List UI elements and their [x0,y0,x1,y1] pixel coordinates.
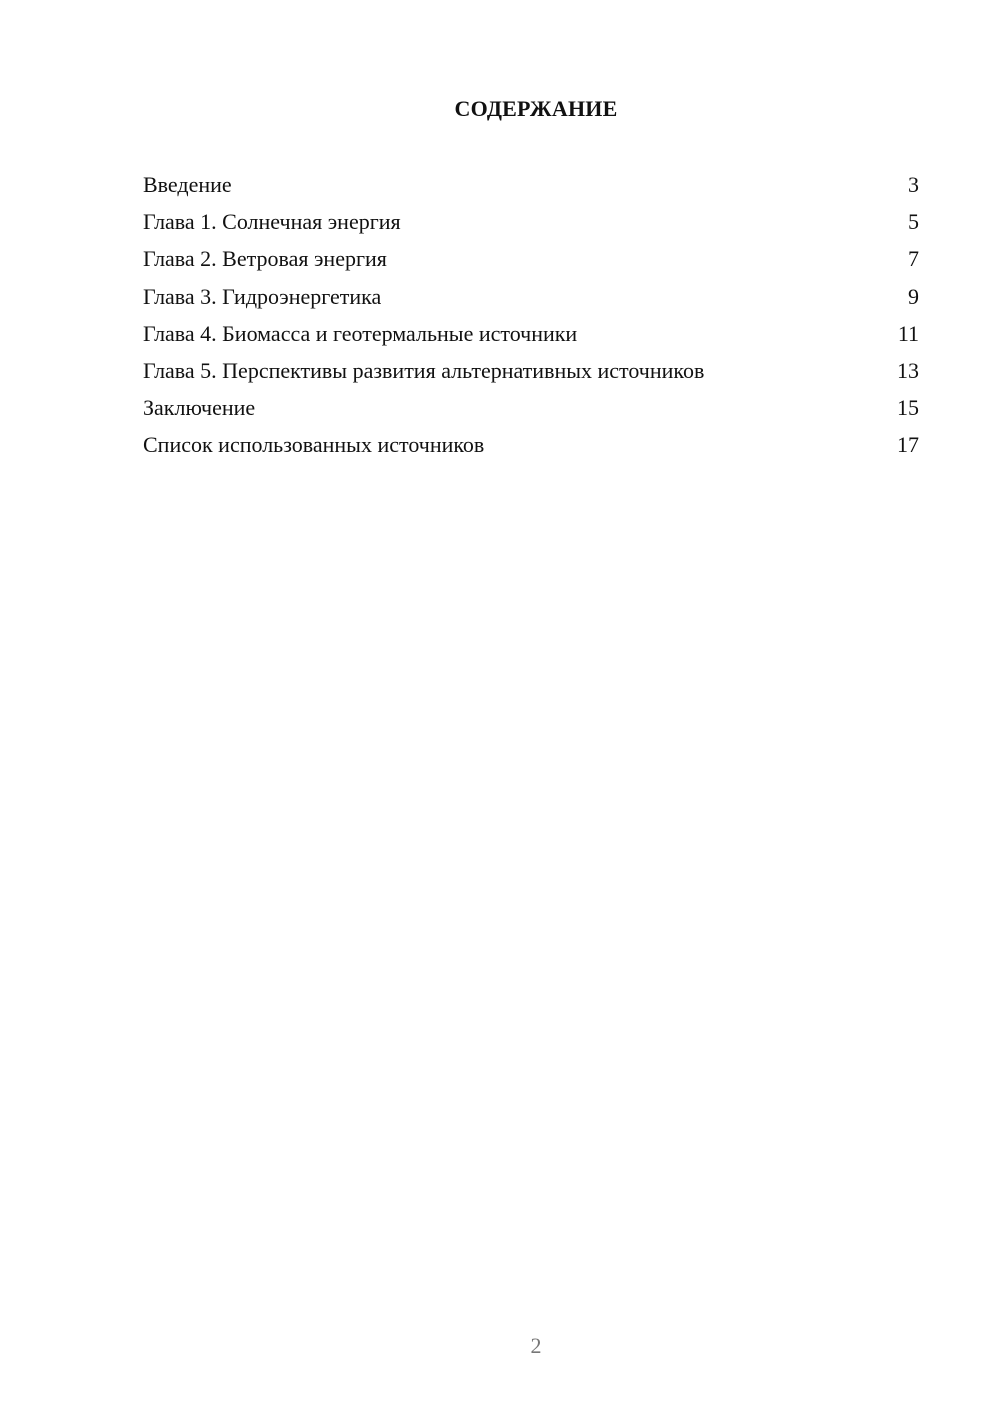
toc-entry-title: Глава 3. Гидроэнергетика [143,283,382,309]
toc-entry-introduction [143,169,919,206]
toc-entry-page-number: 17 [897,432,919,458]
toc-entry-chapter-4 [143,318,919,355]
toc-heading: СОДЕРЖАНИЕ [454,96,618,121]
toc-entry-title: Список использованных источников [143,432,485,458]
toc-entry-conclusion [143,392,919,429]
toc-entry-page-number: 3 [908,172,919,197]
toc-entry-title: Глава 1. Солнечная энергия [143,209,401,235]
toc-entry-title: Введение [143,172,232,197]
toc-entry-page-number: 9 [908,283,919,309]
table-of-contents [143,169,919,467]
toc-entry-chapter-5 [143,355,919,392]
page-number: 2 [530,1333,542,1358]
toc-entry-title: Заключение [143,395,256,421]
toc-entry-references [143,429,919,466]
toc-entry-chapter-3 [143,281,919,318]
toc-entry-page-number: 7 [908,246,919,272]
toc-entry-title: Глава 2. Ветровая энергия [143,246,387,272]
toc-entry-page-number: 15 [897,395,919,421]
toc-entry-page-number: 5 [908,209,919,235]
toc-entry-title: Глава 5. Перспективы развития альтернативных источников [143,357,705,383]
toc-entry-page-number: 11 [897,320,919,346]
toc-entry-chapter-2 [143,243,919,280]
toc-entry-page-number: 13 [897,357,919,383]
toc-entry-chapter-1 [143,206,919,243]
toc-entry-title: Глава 4. Биомасса и геотермальные источники [143,320,578,346]
